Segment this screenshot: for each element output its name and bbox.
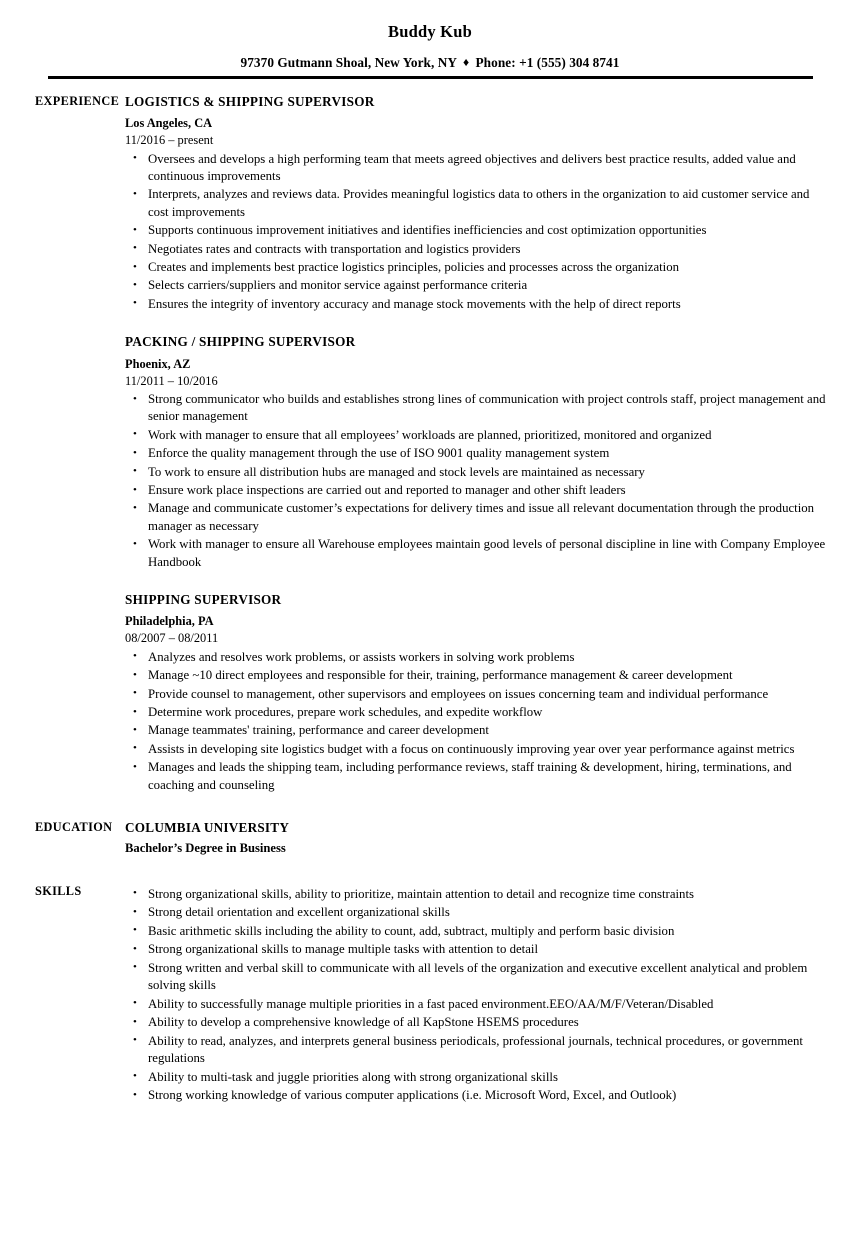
contact-phone: Phone: +1 (555) 304 8741 — [475, 54, 620, 70]
skills-section-label: SKILLS — [35, 883, 82, 898]
candidate-name: Buddy Kub — [388, 22, 472, 41]
bullet-item: • Ensures the integrity of inventory accuracy and manage stock movements with the help of direct reports — [125, 296, 827, 313]
bullet-item: • Manage ~10 direct employees and responsible for their, training, performance management & career development — [125, 667, 827, 684]
bullet-item: • Ability to develop a comprehensive knowledge of all KapStone HSEMS procedures — [125, 1014, 827, 1032]
bullet-item: • Manages and leads the shipping team, including performance reviews, staff training & development, hiring, terminations, and coaching and counseling — [125, 759, 827, 794]
job-location: Los Angeles, CA — [125, 116, 213, 131]
education-school: COLUMBIA UNIVERSITY — [125, 819, 290, 835]
job-title: SHIPPING SUPERVISOR — [125, 591, 282, 607]
bullet-item: • Ability to successfully manage multiple priorities in a fast paced environment.EEO/AA/M/F/Veteran/Disabled — [125, 996, 827, 1014]
job-location: Philadelphia, PA — [125, 614, 214, 629]
bullet-item: • Negotiates rates and contracts with transportation and logistics providers — [125, 241, 827, 258]
skills-bullet-list — [125, 886, 827, 1105]
job-bullet-list — [125, 391, 827, 571]
resume-header — [0, 0, 860, 79]
bullet-item: • Ability to read, analyzes, and interprets general business periodicals, professional journals, technical procedures, or government regulations — [125, 1033, 827, 1068]
job-dates: 11/2016 – present — [125, 133, 214, 148]
experience-section-label: EXPERIENCE — [35, 93, 120, 108]
experience-section-body — [125, 94, 860, 794]
bullet-item: • Basic arithmetic skills including the ability to count, add, subtract, multiply and perform basic division — [125, 923, 827, 941]
job-entry — [125, 94, 827, 313]
job-bullet-list — [125, 649, 827, 794]
bullet-item: • Provide counsel to management, other supervisors and employees on issues concerning team and individual performance — [125, 686, 827, 703]
bullet-item: • Ensure work place inspections are carried out and reported to manager and other shift leaders — [125, 482, 827, 499]
bullet-item: • Interprets, analyzes and reviews data. Provides meaningful logistics data to others in the organization to aid customer service and cost improvements — [125, 186, 827, 221]
job-dates: 11/2011 – 10/2016 — [125, 373, 218, 388]
job-entry — [125, 334, 827, 571]
bullet-item: • Creates and implements best practice logistics principles, policies and processes across the organization — [125, 259, 827, 276]
bullet-item: • Work with manager to ensure all Warehouse employees maintain good levels of personal discipline in line with Company Employee Handbook — [125, 536, 827, 571]
bullet-item: • Analyzes and resolves work problems, or assists workers in solving work problems — [125, 649, 827, 666]
bullet-item: • Manage and communicate customer’s expectations for delivery times and issue all relevant documentation through the production manager as necessary — [125, 500, 827, 535]
contact-line — [0, 55, 860, 71]
bullet-item: • Strong detail orientation and excellent organizational skills — [125, 904, 827, 922]
diamond-separator-icon: ♦ — [462, 55, 470, 70]
header-divider — [48, 76, 813, 79]
bullet-item: • Assists in developing site logistics budget with a focus on continuously improving year over year performance against metrics — [125, 741, 827, 758]
bullet-item: • Strong working knowledge of various computer applications (i.e. Microsoft Word, Excel, and Outlook) — [125, 1087, 827, 1105]
bullet-item: • Selects carriers/suppliers and monitor service against performance criteria — [125, 277, 827, 294]
bullet-item: • Strong organizational skills, ability to prioritize, maintain attention to detail and recognize time constraints — [125, 886, 827, 904]
job-entry — [125, 592, 827, 794]
bullet-item: • Determine work procedures, prepare work schedules, and expedite workflow — [125, 704, 827, 721]
job-title: PACKING / SHIPPING SUPERVISOR — [125, 334, 356, 350]
bullet-item: • Strong communicator who builds and establishes strong lines of communication with project controls staff, project management and senior management — [125, 391, 827, 426]
job-dates: 08/2007 – 08/2011 — [125, 631, 219, 646]
bullet-item: • Supports continuous improvement initiatives and identifies inefficiencies and cost optimization opportunities — [125, 222, 827, 239]
experience-section — [0, 94, 860, 794]
bullet-item: • Strong written and verbal skill to communicate with all levels of the organization and executive excellent analytical and problem solving skills — [125, 960, 827, 995]
contact-address: 97370 Gutmann Shoal, New York, NY — [240, 54, 457, 70]
job-bullet-list — [125, 151, 827, 314]
job-title: LOGISTICS & SHIPPING SUPERVISOR — [125, 93, 375, 109]
education-section-label: EDUCATION — [35, 819, 113, 834]
education-degree: Bachelor’s Degree in Business — [125, 841, 286, 856]
bullet-item: • Manage teammates' training, performance and career development — [125, 722, 827, 739]
job-location: Phoenix, AZ — [125, 356, 191, 371]
skills-section-body — [125, 884, 860, 1105]
education-section-body — [125, 820, 860, 857]
skills-section — [0, 884, 860, 1105]
bullet-item: • Oversees and develops a high performing team that meets agreed objectives and delivers best practice results, added value and continuous improvements — [125, 151, 827, 186]
bullet-item: • To work to ensure all distribution hubs are managed and stock levels are maintained as necessary — [125, 464, 827, 481]
bullet-item: • Ability to multi-task and juggle priorities along with strong organizational skills — [125, 1069, 827, 1087]
bullet-item: • Work with manager to ensure that all employees’ workloads are planned, prioritized, monitored and organized — [125, 427, 827, 444]
bullet-item: • Strong organizational skills to manage multiple tasks with attention to detail — [125, 941, 827, 959]
bullet-item: • Enforce the quality management through the use of ISO 9001 quality management system — [125, 445, 827, 462]
education-section — [0, 820, 860, 857]
